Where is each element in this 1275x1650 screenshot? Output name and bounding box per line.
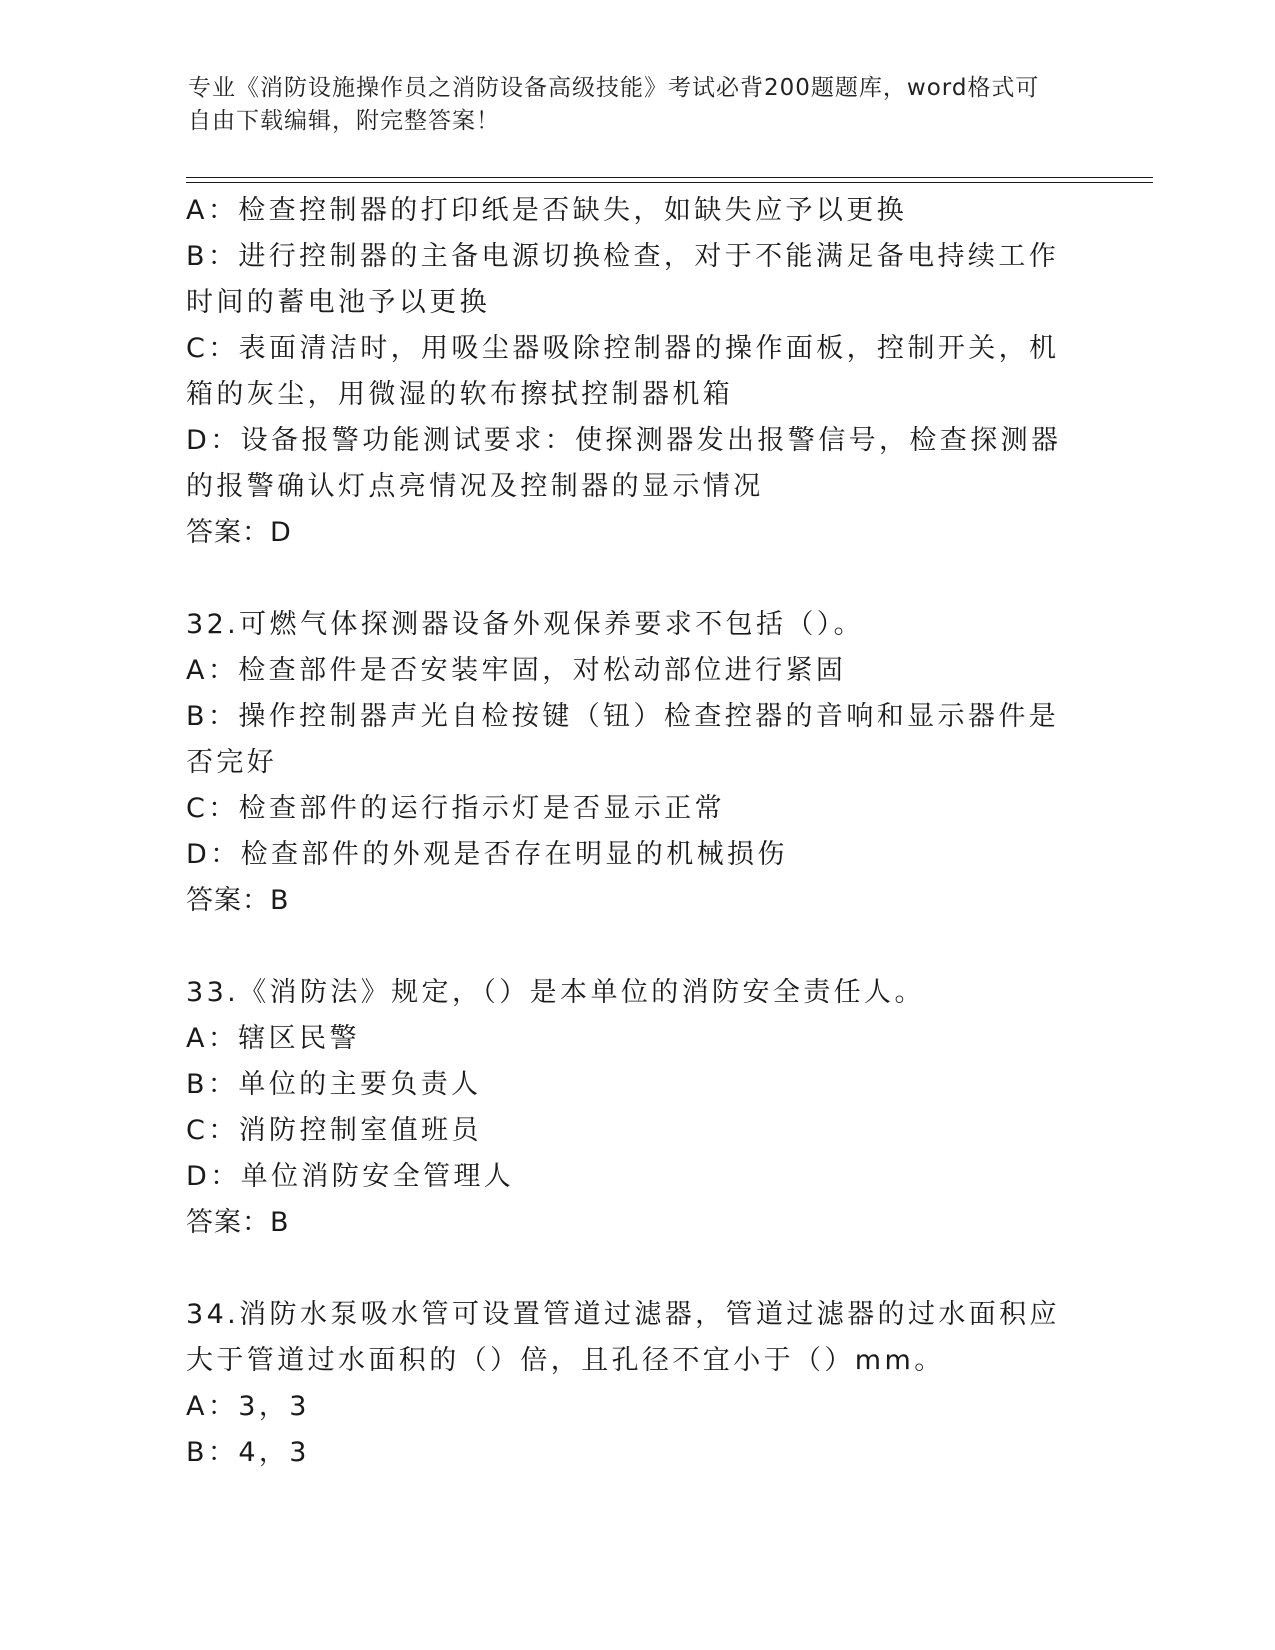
- answer: 答案：B: [186, 885, 290, 916]
- option-d: D：检查部件的外观是否存在明显的机械损伤: [186, 839, 788, 870]
- question-31: [186, 188, 1076, 556]
- answer: 答案：D: [186, 517, 292, 548]
- document-header: [188, 72, 1068, 138]
- question-33: [186, 970, 1076, 1246]
- option-a: A：辖区民警: [186, 1023, 360, 1054]
- option-d: D：单位消防安全管理人: [186, 1161, 515, 1192]
- option-b: B：操作控制器声光自检按键（钮）检查控器的音响和显示器件是否完好: [186, 701, 1060, 778]
- question-32: [186, 602, 1076, 924]
- question-34: [186, 1292, 1076, 1476]
- question-text: 33.《消防法》规定，（）是本单位的消防安全责任人。: [186, 977, 925, 1008]
- spacer: [186, 1246, 1076, 1292]
- question-list: [186, 188, 1076, 1476]
- question-text: 32.可燃气体探测器设备外观保养要求不包括（）。: [186, 609, 865, 640]
- header-divider-top: [186, 177, 1153, 178]
- question-text: 34.消防水泵吸水管可设置管道过滤器，管道过滤器的过水面积应大于管道过水面积的（）倍，且孔径不宜小于（）mm。: [186, 1299, 1060, 1376]
- option-a: A：检查控制器的打印纸是否缺失，如缺失应予以更换: [186, 195, 908, 226]
- spacer: [186, 556, 1076, 602]
- option-a: A：3，3: [186, 1391, 310, 1422]
- option-b: B：单位的主要负责人: [186, 1069, 482, 1100]
- header-line-2: 自由下载编辑，附完整答案！: [188, 108, 500, 134]
- option-a: A：检查部件是否安装牢固，对松动部位进行紧固: [186, 655, 847, 686]
- option-b: B：4，3: [186, 1437, 310, 1468]
- spacer: [186, 924, 1076, 970]
- header-line-1: 专业《消防设施操作员之消防设备高级技能》考试必背200题题库，word格式可: [188, 75, 1040, 101]
- option-c: C：检查部件的运行指示灯是否显示正常: [186, 793, 726, 824]
- option-c: C：消防控制室值班员: [186, 1115, 482, 1146]
- answer: 答案：B: [186, 1207, 290, 1238]
- option-b: B：进行控制器的主备电源切换检查，对于不能满足备电持续工作时间的蓄电池予以更换: [186, 241, 1060, 318]
- option-d: D：设备报警功能测试要求：使探测器发出报警信号，检查探测器的报警确认灯点亮情况及控制器的显示情况: [186, 425, 1062, 502]
- header-divider-bottom: [186, 182, 1153, 183]
- option-c: C：表面清洁时，用吸尘器吸除控制器的操作面板，控制开关，机箱的灰尘，用微湿的软布擦拭控制器机箱: [186, 333, 1060, 410]
